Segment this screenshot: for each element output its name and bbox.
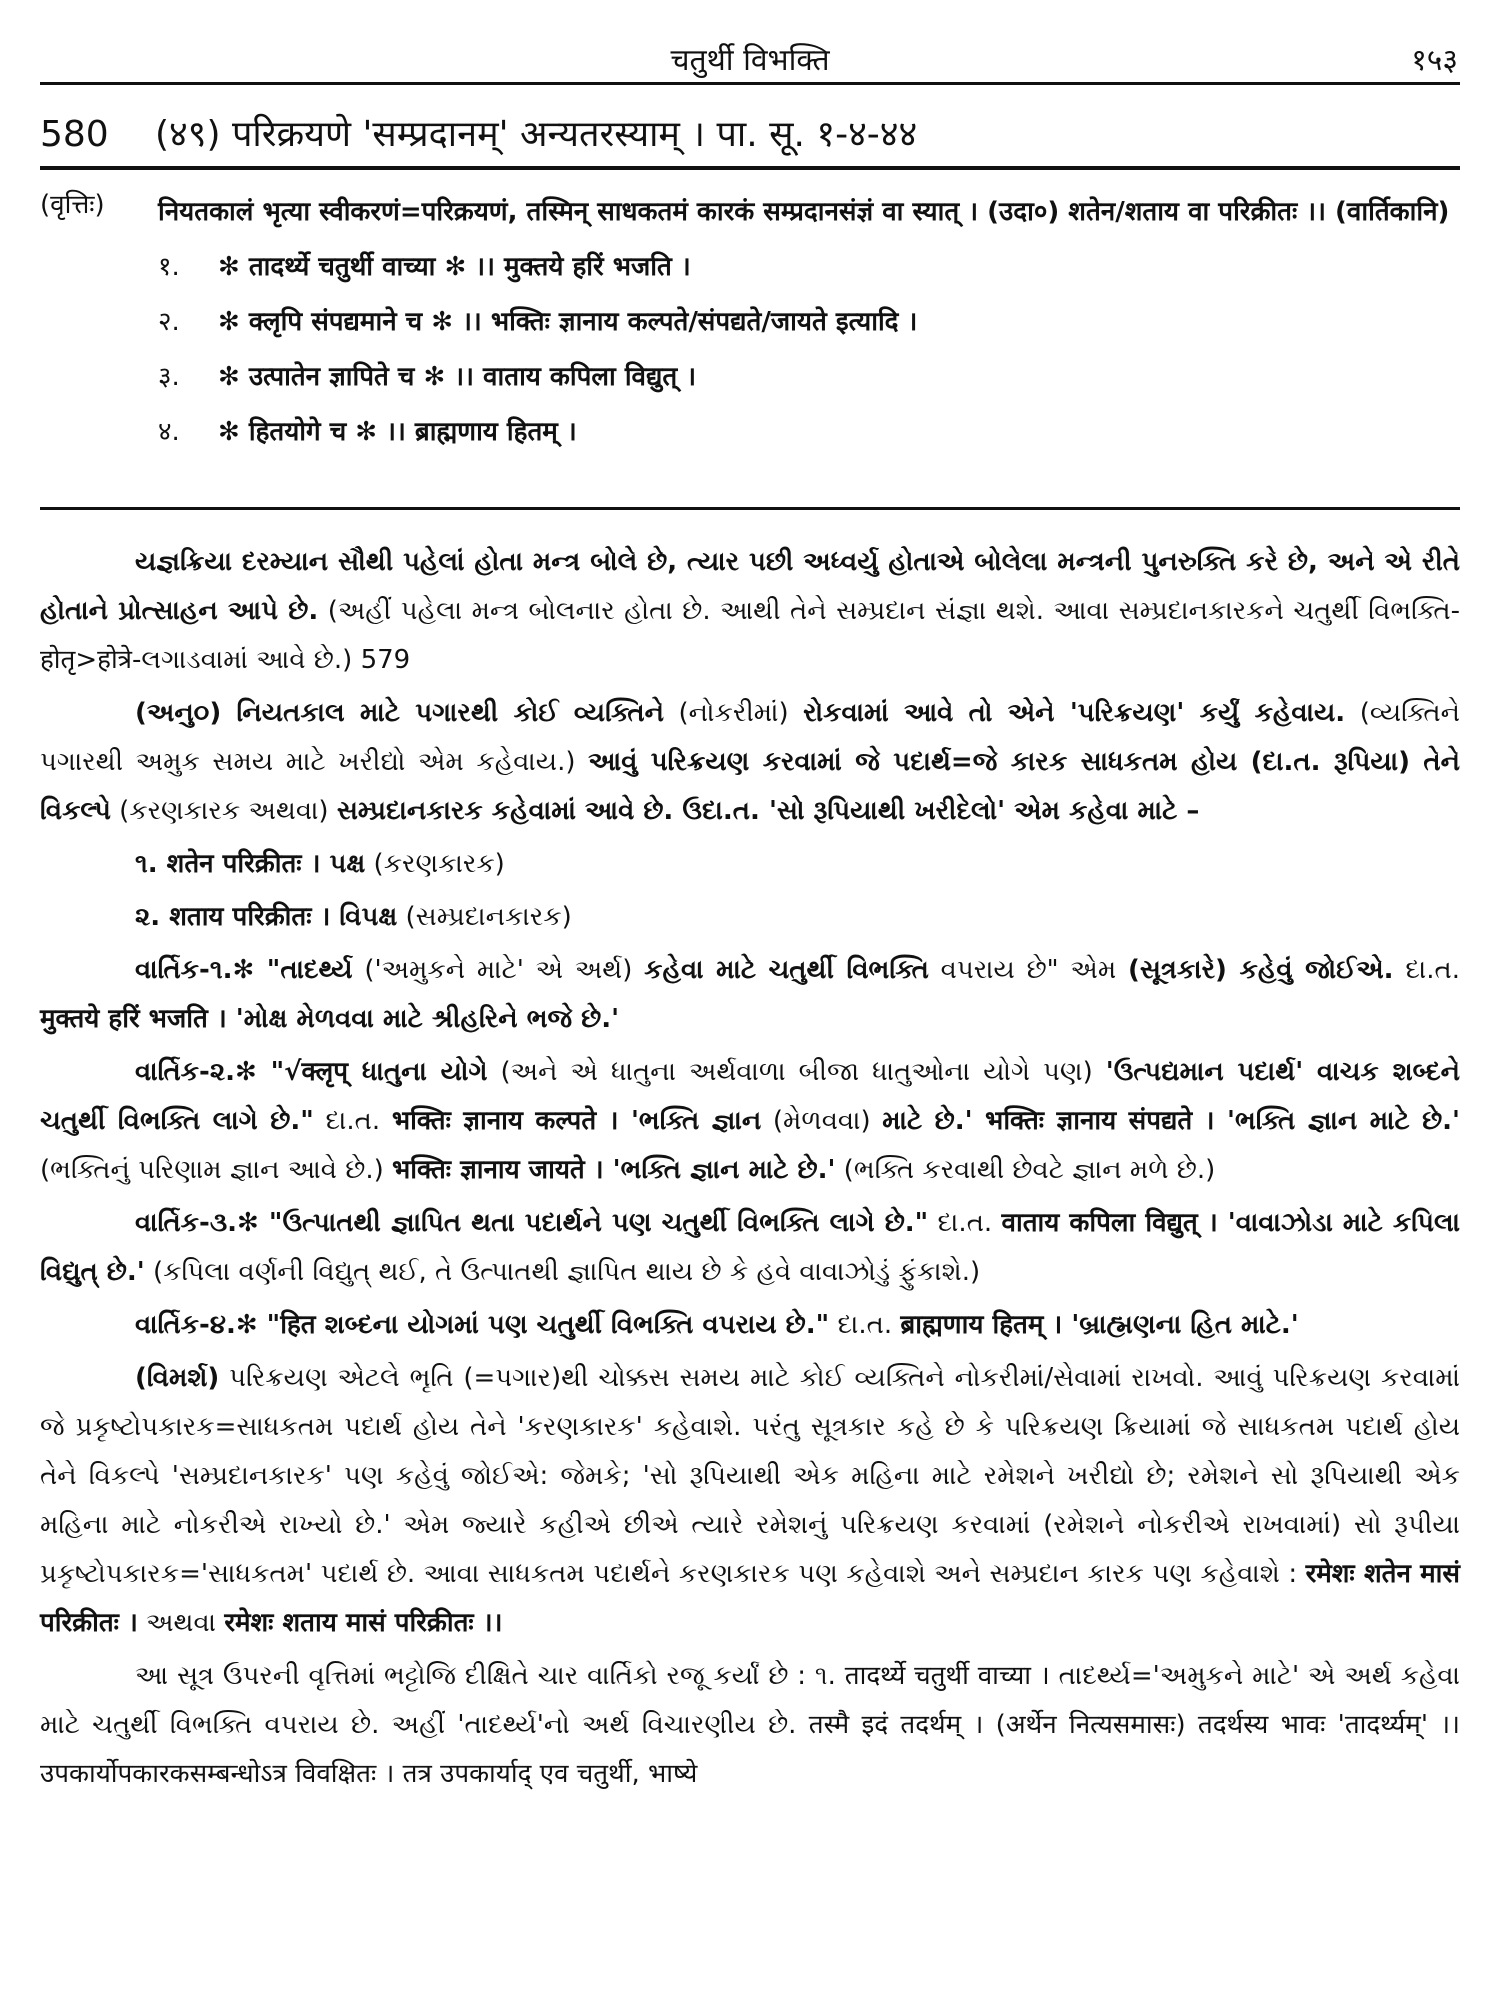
text-segment: (વ્યક્તિને પગારથી અમુક સમય માટે ખરીદ્યો એમ કહેવાય.) <box>40 698 1460 777</box>
vartika-number: ३. <box>158 362 180 392</box>
vritti-block <box>40 185 1460 460</box>
bold-text-segment: વાર્તિક-૪.✻ "हित શબ્દના યોગમાં પણ ચતુર્થી વિભક્તિ વપરાય છે." <box>135 1310 830 1340</box>
text-segment: વપરાય છે" એમ <box>928 955 1128 985</box>
paragraph <box>40 689 1460 836</box>
text-segment: (અને એ ધાતુના અર્થવાળા બીજા ધાતુઓના યોગે પણ) <box>487 1057 1106 1087</box>
paragraph <box>40 1301 1460 1350</box>
vartika-text: ✻ उत्पातेन ज्ञापिते च ✻ ।। वाताय कपिला विद्युत् । <box>218 362 697 392</box>
text-segment: આ સૂત્ર ઉપરની વૃત્તિમાં ભટ્ટોજિ દીક્ષિતે ચાર વાર્તિકો રજૂ કર્યાં છે : ૧. तादर्थ्ये चतुर्थी वाच्या । તાદર્થ્ય='અમુકને માટે' એ અર્થ કહેવા માટે ચતુર્થી વિભક્તિ વપરાય છે. અહીં 'તાદર્થ્ય'નો અર્થ વિચારણીય છે. तस्मै इदं तदर्थम् । (अर्थेन नित्यसमासः) तदर्थस्य भावः 'तादर्थ्यम्' ।। उपकार्योपकारकसम्बन्धोऽत्र विवक्षितः । तत्र उपकार्याद् एव चतुर्थी, भाष्ये <box>40 1661 1460 1789</box>
vritti-text: नियतकालं भृत्या स्वीकरणं=परिक्रयणं, तस्मिन् साधकतमं कारकं सम्प्रदानसंज्ञं वा स्यात् । (उदा०) शतेन/शताय वा परिक्रीतः ।। (वार्तिकानि) <box>158 197 1450 227</box>
vartika-item <box>158 295 1460 350</box>
vartika-item <box>158 240 1460 295</box>
bold-text-segment: યજ્ઞક્રિયા દરમ્યાન સૌથી પહેલાં હોતા મન્ત્ર બોલે છે, ત્યાર પછી અધ્વર્યુ હોતાએ બોલેલા મન્ત્રની પુનરુક્તિ કરે છે, અને એ રીતે હોતાને પ્રોત્સાહન આપે છે. <box>40 547 1460 626</box>
bold-text-segment: ૧. शतेन परिक्रीतः । પક્ષ <box>135 849 366 879</box>
vartika-number: २. <box>158 307 180 337</box>
bold-text-segment: (અનુ૦) નિયતકાલ માટે પગારથી કોઈ વ્યક્તિને <box>135 698 664 728</box>
paragraph <box>40 538 1460 685</box>
bold-text-segment: भक्तिः ज्ञानाय जायते । 'ભક્તિ જ્ઞાન માટે છે.' <box>392 1155 836 1185</box>
bold-text-segment: वाताय कपिला विद्युत् । 'વાવાઝોડા માટે કપિલા વિદ્યુત્ છે.' <box>40 1208 1461 1287</box>
text-segment: (અહીં પહેલા મન્ત્ર બોલનાર હોતા છે. આથી તેને સમ્પ્રદાન સંજ્ઞા થશે. આવા સમ્પ્રદાનકારકને ચતુર્થી વિભક્તિ-होतृ>होत्रे-લગાડવામાં આવે છે.) 579 <box>40 596 1460 675</box>
text-segment: (ભક્તિ કરવાથી છેવટે જ્ઞાન મળે છે.) <box>835 1155 1216 1185</box>
text-segment: પરિક્રયણ એટલે ભૃતિ (=પગાર)થી ચોક્કસ સમય માટે કોઈ વ્યક્તિને નોકરીમાં/સેવામાં રાખવો. આવું પરિક્રયણ કરવામાં જે પ્રકૃષ્ટોપકારક=સાધકતમ પદાર્થ હોય તેને 'કરણકારક' કહેવાશે. પરંતુ સૂત્રકાર કહે છે કે પરિક્રયણ ક્રિયામાં જે સાધકતમ પદાર્થ હોય તેને વિકલ્પે 'સમ્પ્રદાનકારક' પણ કહેવું જોઈએ: જેમકે; 'સો રૂપિયાથી એક મહિના માટે રમેશને ખરીદ્યો છે; રમેશને સો રૂપિયાથી એક મહિના માટે નોકરીએ રાખ્યો છે.' એમ જ્યારે કહીએ છીએ ત્યારે રમેશનું પરિક્રયણ કરવામાં (રમેશને નોકરીએ રાખવામાં) સો રૂપીયા પ્રકૃષ્ટોપકારક='સાધકતમ' પદાર્થ છે. આવા સાધકતમ પદાર્થને કરણકારક પણ કહેવાશે અને સમ્પ્રદાન કારક પણ કહેવાશે : <box>40 1363 1460 1589</box>
bold-text-segment: मुक्तये हरिं भजति । 'મોક્ષ મેળવવા માટે શ્રીહરિને ભજે છે.' <box>40 1004 620 1034</box>
commentary-body <box>40 538 1460 1803</box>
text-segment: (કરણકારક) <box>365 849 505 879</box>
page-number: १५३ <box>1411 43 1458 78</box>
vartika-text: ✻ क्लृपि संपद्यमाने च ✻ ।। भक्तिः ज्ञानाय कल्पते/संपद्यते/जायते इत्यादि । <box>218 307 918 337</box>
vritti-label: (वृत्तिः) <box>40 190 105 220</box>
paragraph <box>40 1199 1460 1297</box>
bold-text-segment: વાર્તિક-૨.✻ "√क्लृप् ધાતુના યોગે <box>135 1057 488 1087</box>
sutra-heading <box>40 108 917 157</box>
text-segment: અથવા <box>137 1608 225 1638</box>
text-segment: દા.ત. <box>829 1310 901 1340</box>
paragraph <box>40 946 1460 1044</box>
text-segment: દા.ત. <box>1393 955 1460 985</box>
text-segment: (ભક્તિનું પરિણામ જ્ઞાન આવે છે.) <box>40 1155 393 1185</box>
text-segment: (મેળવવા) <box>761 1106 883 1136</box>
sutra-number: 580 <box>40 114 109 155</box>
bold-text-segment: વાર્તિક-૩.✻ "ઉત્પાતથી જ્ઞાપિત થતા પદાર્થને પણ ચતુર્થી વિભક્તિ લાગે છે." <box>135 1208 929 1238</box>
sutra-rule <box>40 166 1460 170</box>
bold-text-segment: વાર્તિક-૧.✻ "તાદર્થ્ય <box>135 955 353 985</box>
text-segment: (સમ્પ્રદાનકારક) <box>397 902 572 932</box>
paragraph <box>40 1048 1460 1195</box>
text-segment: દા.ત. <box>928 1208 1002 1238</box>
bold-text-segment: સમ્પ્રદાનકારક કહેવામાં આવે છે. ઉદા.ત. 'સો રૂપિયાથી ખરીદેલો' એમ કહેવા માટે – <box>336 796 1200 826</box>
bold-text-segment: रमेशः शतेन मासं परिक्रीतः । <box>40 1559 1460 1638</box>
bold-text-segment: રોકવામાં આવે તો એને 'પરિક્રયણ' કર્યું કહેવાય. <box>803 698 1346 728</box>
vartika-number: ४. <box>158 417 180 447</box>
text-segment: દા.ત. <box>313 1106 392 1136</box>
bold-text-segment: ब्राह्मणाय हितम् । 'બ્રાહ્મણના હિત માટે.' <box>900 1310 1299 1340</box>
bold-text-segment: रमेशः शताय मासं परिक्रीतः ।। <box>224 1608 503 1638</box>
text-segment: ('અમુકને માટે' એ અર્થ) <box>352 955 645 985</box>
bold-text-segment: भक्तिः ज्ञानाय कल्पते । 'ભક્તિ જ્ઞાન <box>391 1106 762 1136</box>
paragraph <box>40 1354 1460 1648</box>
example-line <box>40 840 1460 889</box>
sutra-text: (४९) परिक्रयणे 'सम्प्रदानम्' अन्यतरस्याम् । पा. सू. १-४-४४ <box>155 114 918 155</box>
vartika-item <box>158 350 1460 405</box>
text-segment: (કપિલા વર્ણની વિદ્યુત્ થઈ, તે ઉત્પાતથી જ્ઞાપિત થાય છે કે હવે વાવાઝોડું ફુંકાશે.) <box>144 1257 981 1287</box>
text-segment: (નોકરીમાં) <box>663 698 804 728</box>
example-line <box>40 893 1460 942</box>
bold-text-segment: આવું પરિક્રયણ કરવામાં જે પદાર્થ=જે કારક સાધકતમ હોય (દા.ત. રૂપિયા) તેને વિકલ્પે <box>40 747 1460 826</box>
header-rule <box>40 82 1460 85</box>
bold-text-segment: 'ઉત્પદ્યમાન પદાર્થ' વાચક શબ્દને ચતુર્થી વિભક્તિ લાગે છે." <box>40 1057 1460 1136</box>
vartika-item <box>158 405 1460 460</box>
bold-text-segment: માટે છે.' भक्तिः ज्ञानाय संपद्यते । 'ભક્તિ જ્ઞાન માટે છે.' <box>882 1106 1461 1136</box>
bold-text-segment: ૨. शताय परिक्रीतः । વિપક્ષ <box>135 902 398 932</box>
bold-text-segment: (વિમર્શ) <box>135 1363 220 1393</box>
running-header: चतुर्थी विभक्ति <box>670 43 830 78</box>
vartika-text: ✻ तादर्थ्ये चतुर्थी वाच्या ✻ ।। मुक्तये हरिं भजति । <box>218 252 691 282</box>
vritti-rule <box>40 507 1460 510</box>
vartika-text: ✻ हितयोगे च ✻ ।। ब्राह्मणाय हितम् । <box>218 417 577 447</box>
paragraph <box>40 1652 1460 1799</box>
text-segment: (કરણકારક અથવા) <box>110 796 337 826</box>
bold-text-segment: કહેવા માટે ચતુર્થી વિભક્તિ <box>644 955 929 985</box>
vartika-number: १. <box>158 252 180 282</box>
bold-text-segment: (સૂત્રકારે) કહેવું જોઈએ. <box>1127 955 1394 985</box>
